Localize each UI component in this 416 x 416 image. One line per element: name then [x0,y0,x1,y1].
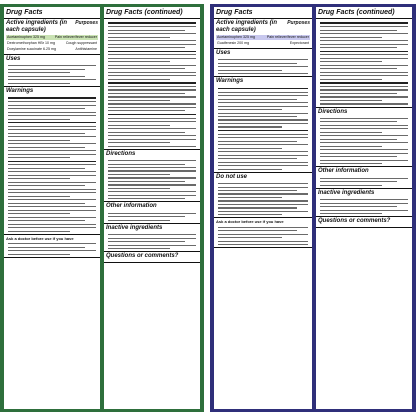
ingredient-name: Guaifenesin 200 mg [217,41,250,45]
ask-doctor-section [4,235,100,258]
drug-facts-label-blue [210,4,416,412]
directions-section [316,108,412,168]
directions-header: Directions [318,108,348,115]
ingredient-row [6,35,98,40]
ingredient-purpose: Expectorant [289,41,309,45]
ingredient-purpose: Pain reliever/fever reducer [266,35,309,39]
other-information-header: Other information [318,168,369,175]
ingredient-row [216,35,310,40]
warnings-section [214,77,312,172]
drug-facts-continued-title: Drug Facts (continued) [104,7,200,19]
ingredient-name: Acetaminophen 325 mg [217,35,255,39]
do-not-use-section [214,173,312,219]
ingredient-row [6,41,98,46]
ingredient-name: Doxylamine succinate 6.25 mg [7,47,56,51]
ask-doctor-header: Ask a doctor before use if you have [216,219,284,225]
ask-doctor-header: Ask a doctor before use if you have [6,235,74,241]
other-information-section [316,167,412,188]
ingredient-row [216,41,310,46]
ingredient-purpose: Pain reliever/fever reducer [54,35,97,39]
ingredient-purpose: Antihistamine [75,47,97,51]
uses-header: Uses [216,50,231,56]
active-ingredients-section [214,19,312,49]
drug-facts-title: Drug Facts [4,7,100,19]
drug-facts-panel-continued [316,7,412,409]
questions-section [104,252,200,263]
ask-doctor-section [214,218,312,248]
inactive-ingredients-section [316,189,412,217]
warnings-header: Warnings [6,87,34,94]
warnings-header: Warnings [216,78,244,85]
uses-section [4,55,100,87]
uses-section [214,49,312,77]
questions-header: Questions or comments? [318,218,391,225]
drug-facts-panel-continued [104,7,200,409]
drug-facts-panel-main [214,7,312,409]
drug-facts-continued-title: Drug Facts (continued) [316,7,412,19]
warnings-continued-section [316,19,412,108]
questions-section [316,217,412,228]
warnings-section [4,87,100,235]
ingredient-name: Dextromethorphan HBr 10 mg [7,41,55,45]
active-ingredients-header: Active ingredients (in each capsule) [6,20,68,33]
drug-facts-title: Drug Facts [214,7,312,19]
ingredient-purpose: Cough suppressant [65,41,97,45]
inactive-ingredients-header: Inactive ingredients [318,189,375,196]
uses-header: Uses [6,56,21,62]
drug-facts-label-green [0,4,204,412]
do-not-use-header: Do not use [216,173,247,180]
warnings-continued-section [104,19,200,150]
purposes-header: Purposes [75,20,98,26]
directions-header: Directions [106,150,136,157]
other-information-header: Other information [106,203,157,210]
inactive-ingredients-section [104,224,200,252]
ingredient-row [6,47,98,52]
purposes-header: Purposes [287,20,310,26]
questions-header: Questions or comments? [106,253,179,260]
ingredient-name: Acetaminophen 325 mg [7,35,45,39]
drug-facts-panel-main [4,7,100,409]
directions-section [104,150,200,203]
active-ingredients-section [4,19,100,55]
other-information-section [104,202,200,223]
inactive-ingredients-header: Inactive ingredients [106,224,163,231]
active-ingredients-header: Active ingredients (in each capsule) [216,20,278,33]
